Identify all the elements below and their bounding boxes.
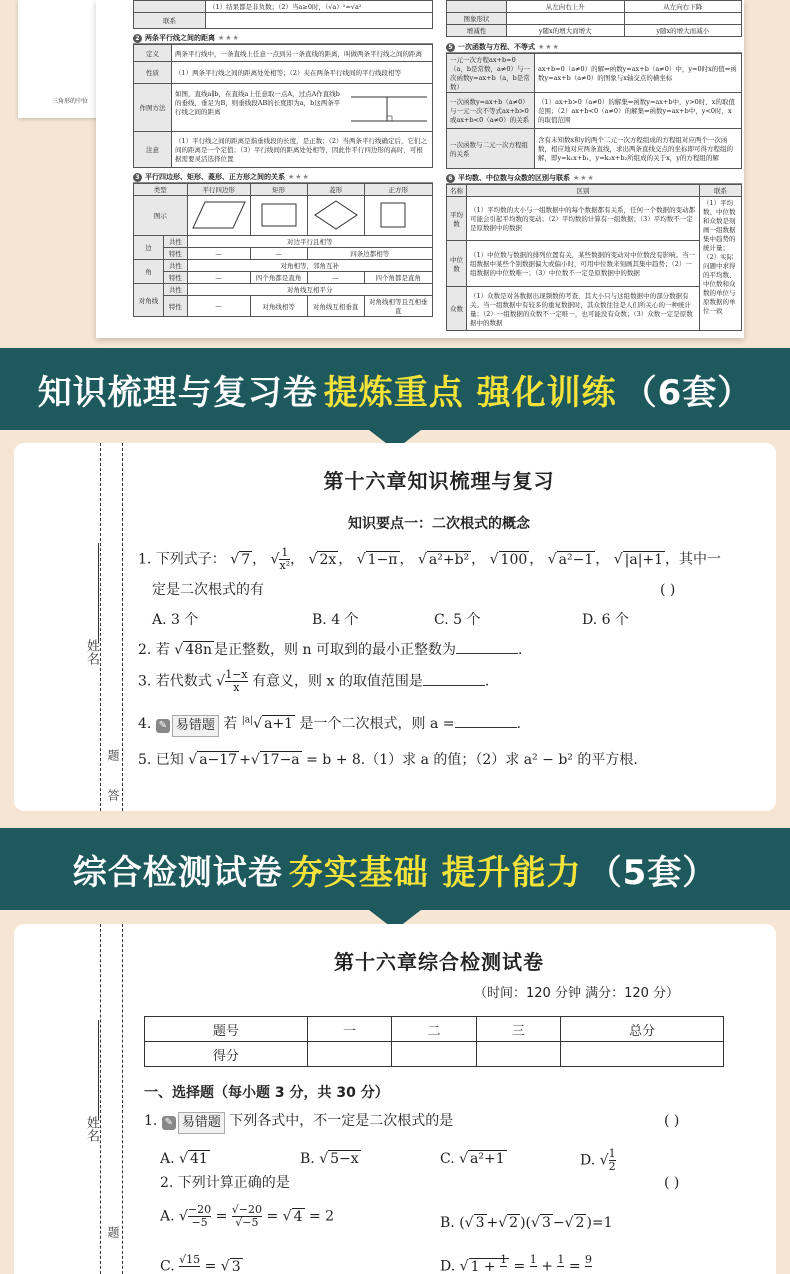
question-1: 1. 下列式子： √ 7 ， √ $\frac{1}{\text{x²}}$ ， √ 2x ， √ 1−π ， √ a²+b² ， √ 100 ， √ a²−1 ， √ |a|+1 ，其中一	[138, 546, 722, 573]
notes-sheet	[96, 0, 744, 338]
time-info: （时间：120 分钟 满分：120 分）	[474, 986, 680, 1001]
parallel-lines-figure	[349, 89, 429, 127]
section-heading: 一、选择题（每小题 3 分，共 30 分）	[144, 1085, 389, 1101]
option-b[interactable]: B. 4 个	[312, 612, 359, 628]
top-right-table: 从左向右上升 从左向右下降 图象形状 增减性 y随x的增大而增大 y随x的增大而减小	[446, 0, 742, 37]
notes-left-column	[133, 0, 433, 317]
square-figure	[368, 198, 418, 232]
question-3: 3. 若代数式 √ $\frac{1-x}{x}$ 有意义，则 x 的取值范围是 .	[138, 668, 490, 695]
sec5-table: 一元一次方程ax+b=0（a，b是常数，a≠0）与一次函数y=ax+b（a，b是常数） ax+b=0（a≠0）的解⇔函数y=ax+b（a≠0）中，y=0时x的值⇔函数y=ax+b（a≠0）的图象与x轴交点的横坐标 一次函数y=ax+b（a≠0）与一元一次不等式ax+b>0或ax+b<0（a≠0）的关系 （1）ax+b>0（a≠0）的解集⇔函数y=ax+b中，y>0时，x的取值范围；（2）ax+b<0（a≠0）的解集⇔函数y=ax+b中，y<0时，x的取值范围 一次函数与二元一次方程组的关系 含有未知数x和y的两个二元一次方程组成的方程组对应两个一次函数，相应地对应两条直线，求出两条直线交点的坐标即可得方程组的解，即y=k₁x+b₁，y=k₂x+b₂所组成的关于x，y的方程组的解	[446, 53, 742, 169]
back-sheet-text: 三角形的中位	[52, 98, 89, 105]
error-prone-tag: ✎ 易错题	[162, 1112, 225, 1135]
score-cell-2[interactable]	[392, 1042, 476, 1067]
sec2-title: 2 两条平行线之间的距离 ★★★	[133, 33, 433, 44]
stars-icon: ★★★	[288, 173, 310, 181]
test-paper: 姓名 题 第十六章综合检测试卷 （时间：120 分钟 满分：120 分） 题号 一 二 三 总分 得分 一、选择题（每小题 3 分，共 30 分） 1. ✎ 易错题 下列各式中，不一定是二次根式的是 ( ) A. √ 41 B. √ 5−x C. √ a²+1 D. √ $\frac{1}{2}$ 2. 下列计算正确的是 ( ) A. √ $\frac{-20}{-5}$ = $\frac{√-20}{√-5}$ = √ 4 = 2 B. (√ 3 +√ 2 )(√ 3 −√ 2 )=1 C. √15 = √ 3 D. √ 1 + 1 = 1 + 1 = 9	[14, 924, 776, 1274]
option-c[interactable]: C. 5 个	[434, 612, 481, 628]
top-left-row0: （1）结果都是非负数；（2）当a≥0时，（√a）²=√a²	[206, 1, 433, 13]
sec2-table: 定义 两条平行线中，一条直线上任意一点到另一条直线的距离，叫做两条平行线之间的距离 性质 （1）两条平行线之间的距离处处相等；（2）夹在两条平行线间的平行线段相等 作图方法 如图，直线a∥b，在直线a上任意取一点A，过点A作直线b的垂线，垂足为B，则垂线段AB的长度即为a，b这两条平行线之间的距离 注意 （1）平行线之间的距离是指垂线段的长度，是正数；（2）当两条平行线确定后，它们之间的距离是一个定值；（3）平行线间的距离处处相等，因此作平行四边形的高时，可根据需要灵活选择位置	[133, 44, 433, 168]
score-cell-total[interactable]	[561, 1042, 724, 1067]
sec3-title: 3 平行四边形、矩形、菱形、正方形之间的关系 ★★★	[133, 172, 433, 183]
edit-icon: ✎	[162, 1116, 176, 1130]
sec6-table: 名称 区别 联系 平均数 （1）平均数的大小与一组数据中的每个数据都有关系，任何一个数据的变动都可能会引起平均数的变动；（2）平均数的计算有一组数据；（3）平均数不一定是原数据中的数据 （1）平均数、中位数和众数是刻画一组数据集中趋势的统计量；（2）实际问题中求得的平均数、中位数和众数的单位与原数据的单位一致 中位数 （1）中位数与数据的排列位置有关，某些数据的变动对中位数没有影响。当一组数据中某些个别数据偏大或偏小时，可用中位数来刻画其集中趋势；（2）一组数据的中位数唯一；（3）中位数不一定是原数据中的数据 众数 （1）众数是对各数据出现频数的考查，其大小只与这组数据中的部分数据有关。当一组数据中有较多的重复数据时，其众数往往是人们所关心的一种统计量；（2）一组数据的众数不一定唯一，也可能没有众数；（3）众数一定是原数据中的数据	[446, 184, 742, 331]
question-1: 1. ✎ 易错题 下列各式中，不一定是二次根式的是	[144, 1110, 644, 1134]
top-left-label: 联系	[134, 13, 206, 29]
answer-blank[interactable]	[456, 640, 518, 654]
section-subtitle: 知识要点一：二次根式的概念	[348, 516, 530, 532]
page-title: 第十六章综合检测试卷	[334, 950, 544, 974]
score-cell-3[interactable]	[476, 1042, 560, 1067]
name-label: 姓名	[84, 639, 99, 665]
question-2: 2. 若 √ 48n 是正整数，则 n 可取到的最小正整数为 .	[138, 642, 523, 658]
notes-right-column	[446, 0, 742, 331]
banner-review: 知识梳理与复习卷 提炼重点 强化训练 （6套）	[0, 348, 790, 430]
option-c[interactable]: C. √ a²+1	[440, 1151, 505, 1167]
option-a[interactable]: A. √ 41	[160, 1151, 208, 1167]
score-table: 题号 一 二 三 总分 得分	[144, 1016, 724, 1067]
option-a[interactable]: A. 3 个	[152, 612, 199, 628]
review-paper: 姓名 题 答 第十六章知识梳理与复习 知识要点一：二次根式的概念 1. 下列式子： √ 7 ， √ $\frac{1}{\text{x²}}$ ， √ 2x ， √ 1−π ， √ a²+b² ， √ 100 ， √ a²−1 ， √ |a|+1 ，其中一 定是二次根式的有 ( ) A. 3 个 B. 4 个 C. 5 个 D. 6 个 2. 若 √ 48n 是正整数，则 n 可取到的最小正整数为 . 3. 若代数式 √ $\frac{1-x}{x}$ 有意义，则 x 的取值范围是 . 4. ✎ 易错题 若 $^{|a|}$√ a+1 是一个二次根式，则 a = . 5. 已知 √ a−17 +√ 17−a = b + 8.（1）求 a 的值；（2）求 a² − b² 的平方根.	[14, 443, 776, 811]
answer-paren[interactable]: ( )	[664, 1175, 680, 1191]
sec5-title: 5 一次函数与方程、不等式 ★★★	[446, 42, 742, 53]
stars-icon: ★★★	[573, 174, 595, 182]
q2-option-a[interactable]: A. √ $\frac{-20}{-5}$ = $\frac{√-20}{√-5}$ = √ 4 = 2	[160, 1203, 335, 1230]
answer-blank[interactable]	[423, 672, 485, 686]
rectangle-figure	[254, 198, 304, 232]
q1-options	[160, 1148, 760, 1173]
sec3-table: 类型 平行四边形 矩形 菱形 正方形 图示 边 共性 对边平行且相等 特性 — — 四条边都相等 角 共性 对角相等，邻角互补 特性 — 四个角都是直角 — 四个角都是直角 对角线 共性 对角线互相平分 特性 — 对角线相等 对角线互相垂直 对角线相等且互相垂直	[133, 183, 433, 317]
q2-option-d[interactable]: D. √ 1 + 1 = 1 + 1 = 9	[440, 1253, 593, 1274]
option-d[interactable]: D. √ $\frac{1}{2}$	[580, 1147, 616, 1174]
question-2: 2. 下列计算正确的是	[160, 1175, 290, 1191]
score-cell-1[interactable]	[307, 1042, 391, 1067]
rhombus-figure	[311, 198, 361, 232]
page-title: 第十六章知识梳理与复习	[323, 469, 555, 493]
answer-blank[interactable]	[455, 714, 517, 728]
edit-icon: ✎	[156, 719, 170, 733]
q2-option-c[interactable]: C. √15 = √ 3	[160, 1253, 241, 1274]
q2-option-b[interactable]: B. (√ 3 +√ 2 )(√ 3 −√ 2 )=1	[440, 1215, 613, 1231]
name-label: 姓名	[84, 1116, 99, 1142]
option-d[interactable]: D. 6 个	[582, 612, 629, 628]
question-5: 5. 已知 √ a−17 +√ 17−a = b + 8.（1）求 a 的值；（2）求 a² − b² 的平方根.	[138, 752, 638, 768]
error-prone-tag: ✎ 易错题	[156, 715, 219, 738]
answer-paren[interactable]: ( )	[660, 582, 676, 598]
sec6-title: 6 平均数、中位数与众数的区别与联系 ★★★	[446, 173, 742, 184]
question-4: 4. ✎ 易错题 若 $^{|a|}$√ a+1 是一个二次根式，则 a = .	[138, 713, 748, 737]
parallelogram-figure	[191, 198, 247, 232]
q1-options	[152, 609, 752, 631]
stars-icon: ★★★	[538, 43, 560, 51]
top-left-table	[133, 0, 433, 29]
answer-paren[interactable]: ( )	[664, 1113, 680, 1129]
option-b[interactable]: B. √ 5−x	[300, 1151, 359, 1167]
stars-icon: ★★★	[218, 34, 240, 42]
banner-test: 综合检测试卷 夯实基础 提升能力 （5套）	[0, 828, 790, 910]
